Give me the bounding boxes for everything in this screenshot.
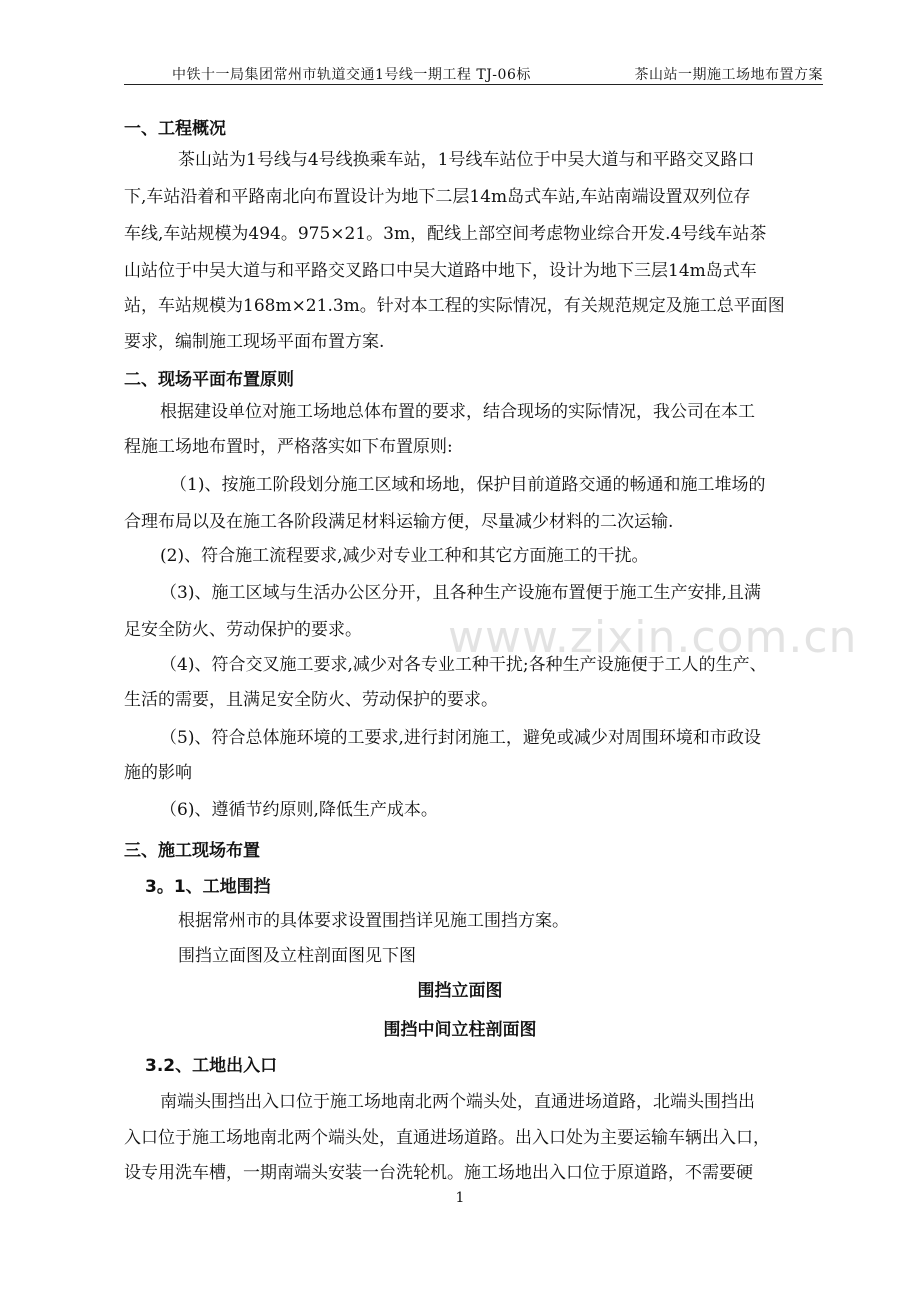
paragraph-line: 入口位于施工场地南北两个端头处，直通进场道路。出入口处为主要运输车辆出入口， [124, 1128, 770, 1148]
paragraph-line: 程施工场地布置时，严格落实如下布置原则: [124, 437, 453, 457]
principle-1: （1)、按施工阶段划分施工区域和场地，保护目前道路交通的畅通和施工堆场的 [170, 475, 766, 495]
figure-caption-section: 围挡中间立柱剖面图 [383, 1020, 537, 1040]
paragraph-line: 车线,车站规模为494。975×21。3m，配线上部空间考虑物业综合开发.4号线车站茶 [124, 224, 767, 244]
paragraph-line: 合理布局以及在施工各阶段满足材料运输方便，尽量减少材料的二次运输. [124, 512, 674, 532]
paragraph-line: 下,车站沿着和平路南北向布置设计为地下二层14m岛式车站,车站南端设置双列位存 [124, 187, 751, 207]
principle-5: （5)、符合总体施环境的工要求,进行封闭施工，避免或减少对周围环境和市政设 [160, 728, 761, 748]
header-left: 中铁十一局集团常州市轨道交通1号线一期工程 TJ-06标 [172, 67, 531, 83]
paragraph-line: 根据建设单位对施工场地总体布置的要求，结合现场的实际情况，我公司在本工 [160, 402, 755, 422]
paragraph-line: 设专用洗车槽，一期南端头安装一台洗轮机。施工场地出入口位于原道路，不需要硬 [124, 1163, 753, 1183]
paragraph-line: 茶山站为1号线与4号线换乘车站，1号线车站位于中吴大道与和平路交叉路口 [178, 150, 755, 170]
principle-2: (2)、符合施工流程要求,减少对专业工种和其它方面施工的干扰。 [160, 546, 649, 566]
paragraph-line: 山站位于中吴大道与和平路交叉路口中吴大道路中地下，设计为地下三层14m岛式车 [124, 261, 757, 281]
section-3-title: 三、施工现场布置 [124, 841, 260, 861]
section-1-title: 一、工程概况 [124, 119, 226, 139]
page-number: 1 [455, 1190, 465, 1206]
subsection-3-1-title: 3。1、工地围挡 [145, 877, 271, 897]
paragraph-line: 南端头围挡出入口位于施工场地南北两个端头处，直通进场道路，北端头围挡出 [160, 1092, 755, 1112]
principle-4: （4)、符合交叉施工要求,减少对各专业工种干扰;各种生产设施便于工人的生产、 [160, 655, 767, 675]
subsection-3-2-title: 3.2、工地出入口 [145, 1056, 278, 1076]
principle-3: （3)、施工区域与生活办公区分开，且各种生产设施布置便于施工生产安排,且满 [160, 583, 761, 603]
watermark: www.zixin.com.cn [448, 612, 858, 663]
paragraph-line: 要求，编制施工现场平面布置方案. [124, 332, 385, 352]
paragraph-line: 站，车站规模为168m×21.3m。针对本工程的实际情况，有关规范规定及施工总平面图 [124, 296, 785, 316]
principle-6: （6)、遵循节约原则,降低生产成本。 [160, 800, 438, 820]
paragraph-line: 围挡立面图及立柱剖面图见下图 [178, 946, 416, 966]
paragraph-line: 生活的需要，且满足安全防火、劳动保护的要求。 [124, 690, 498, 710]
section-2-title: 二、现场平面布置原则 [124, 370, 294, 390]
header-rule [124, 84, 823, 85]
header-right: 茶山站一期施工场地布置方案 [634, 67, 823, 83]
paragraph-line: 足安全防火、劳动保护的要求。 [124, 620, 362, 640]
paragraph-line: 根据常州市的具体要求设置围挡详见施工围挡方案。 [178, 911, 569, 931]
figure-caption-elevation: 围挡立面图 [417, 981, 503, 1001]
paragraph-line: 施的影响 [124, 763, 192, 783]
